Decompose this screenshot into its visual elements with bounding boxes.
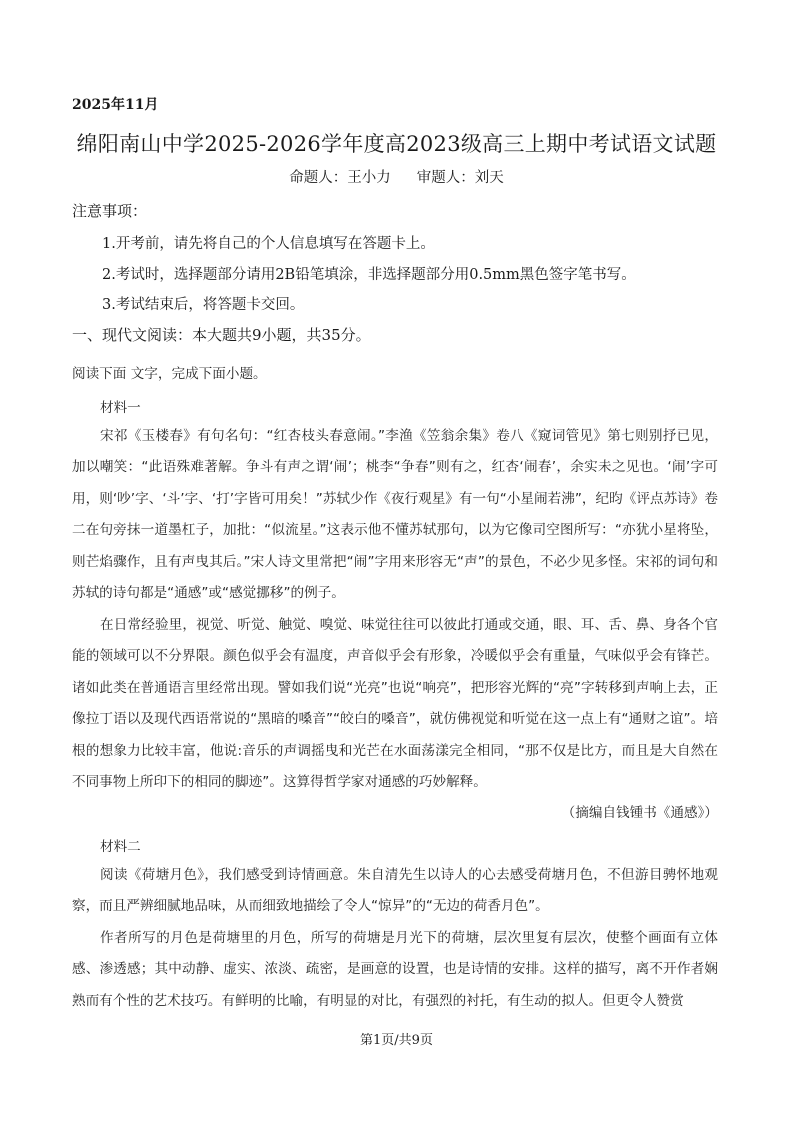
notice-item: 2.考试时，选择题部分请用2B铅笔填涂，非选择题部分用0.5mm黑色签字笔书写。 (102, 267, 636, 283)
material1-title: 材料一 (100, 400, 141, 416)
notice-item: 3.考试结束后，将答题卡交回。 (102, 297, 305, 313)
exam-date: 2025年11月 (72, 97, 159, 113)
material1-source: （摘编自钱锺书《通感》） (561, 805, 718, 821)
material1-paragraph: 在日常经验里，视觉、听觉、触觉、嗅觉、味觉往往可以彼此打通或交通，眼、耳、舌、鼻、身各个官能的领域可以不分界限。颜色似乎会有温度，声音似乎会有形象，冷暖似乎会有重量，气味似乎会有锋芒。诸如此类在普通语言里经常出现。譬如我们说“光亮”也说“响亮”，把形容光辉的“亮”字转移到声响上去，正像拉丁语以及现代西语常说的“黑暗的嗓音”“皎白的嗓音”，就仿佛视觉和听觉在这一点上有“通财之谊”。培根的想象力比较丰富，他说:音乐的声调摇曳和光芒在水面荡漾完全相同，“那不仅是比方，而且是大自然在不同事物上所印下的相同的脚迹”。这算得哲学家对通感的巧妙解释。 (72, 617, 718, 791)
notice-heading: 注意事项： (72, 202, 148, 220)
material2-paragraph: 阅读《荷塘月色》，我们感受到诗情画意。朱自清先生以诗人的心去感受荷塘月色，不但游目骋怀地观察，而且严辨细腻地品味，从而细致地描绘了令人“惊异”的“无边的荷香月色”。 (72, 867, 718, 915)
notice-item: 1.开考前，请先将自己的个人信息填写在答题卡上。 (102, 236, 435, 252)
question-reviewer: 审题人：刘天 (416, 170, 504, 186)
exam-title: 绵阳南山中学2025-2026学年度高2023级高三上期中考试语文试题 (76, 132, 717, 156)
exam-authors (0, 166, 793, 187)
page-number: 第1页/共9页 (360, 1033, 433, 1048)
material2-title: 材料二 (100, 839, 141, 855)
section-heading: 一、现代文阅读：本大题共9小题，共35分。 (72, 326, 371, 344)
material2-paragraph: 作者所写的月色是荷塘里的月色，所写的荷塘是月光下的荷塘，层次里复有层次，使整个画面有立体感、渗透感；其中动静、虚实、浓淡、疏密，是画意的设置，也是诗情的安排。这样的描写，离不开作者娴熟而有个性的艺术技巧。有鲜明的比喻，有明显的对比，有强烈的衬托，有生动的拟人。但更令人赞赏 (72, 930, 718, 1009)
reading-instruction: 阅读下面 文字，完成下面小题。 (72, 366, 267, 382)
material1-paragraph: 宋祁《玉楼春》有句名句：“红杏枝头春意闹。”李渔《笠翁余集》卷八《窥词管见》第七则别抒已见，加以嘲笑：“此语殊难著解。争斗有声之谓‘闹’；桃李“争春”则有之，红杏‘闹春’，余实未之见也。‘闹’字可用，则‘吵’字、‘斗’字、‘打’字皆可用矣！”苏轼少作《夜行观星》有一句“小星闹若沸”，纪昀《评点苏诗》卷二在句旁抹一道墨杠子，加批：“似流星。”这表示他不懂苏轼那句，以为它像司空图所写：“亦犹小星将坠，则芒焰骤作，且有声曳其后。”宋人诗文里常把“闹”字用来形容无“声”的景色，不必少见多怪。宋祁的词句和苏轼的诗句都是“通感”或“感觉挪移”的例子。 (72, 428, 718, 602)
question-setter: 命题人：王小力 (289, 170, 391, 186)
